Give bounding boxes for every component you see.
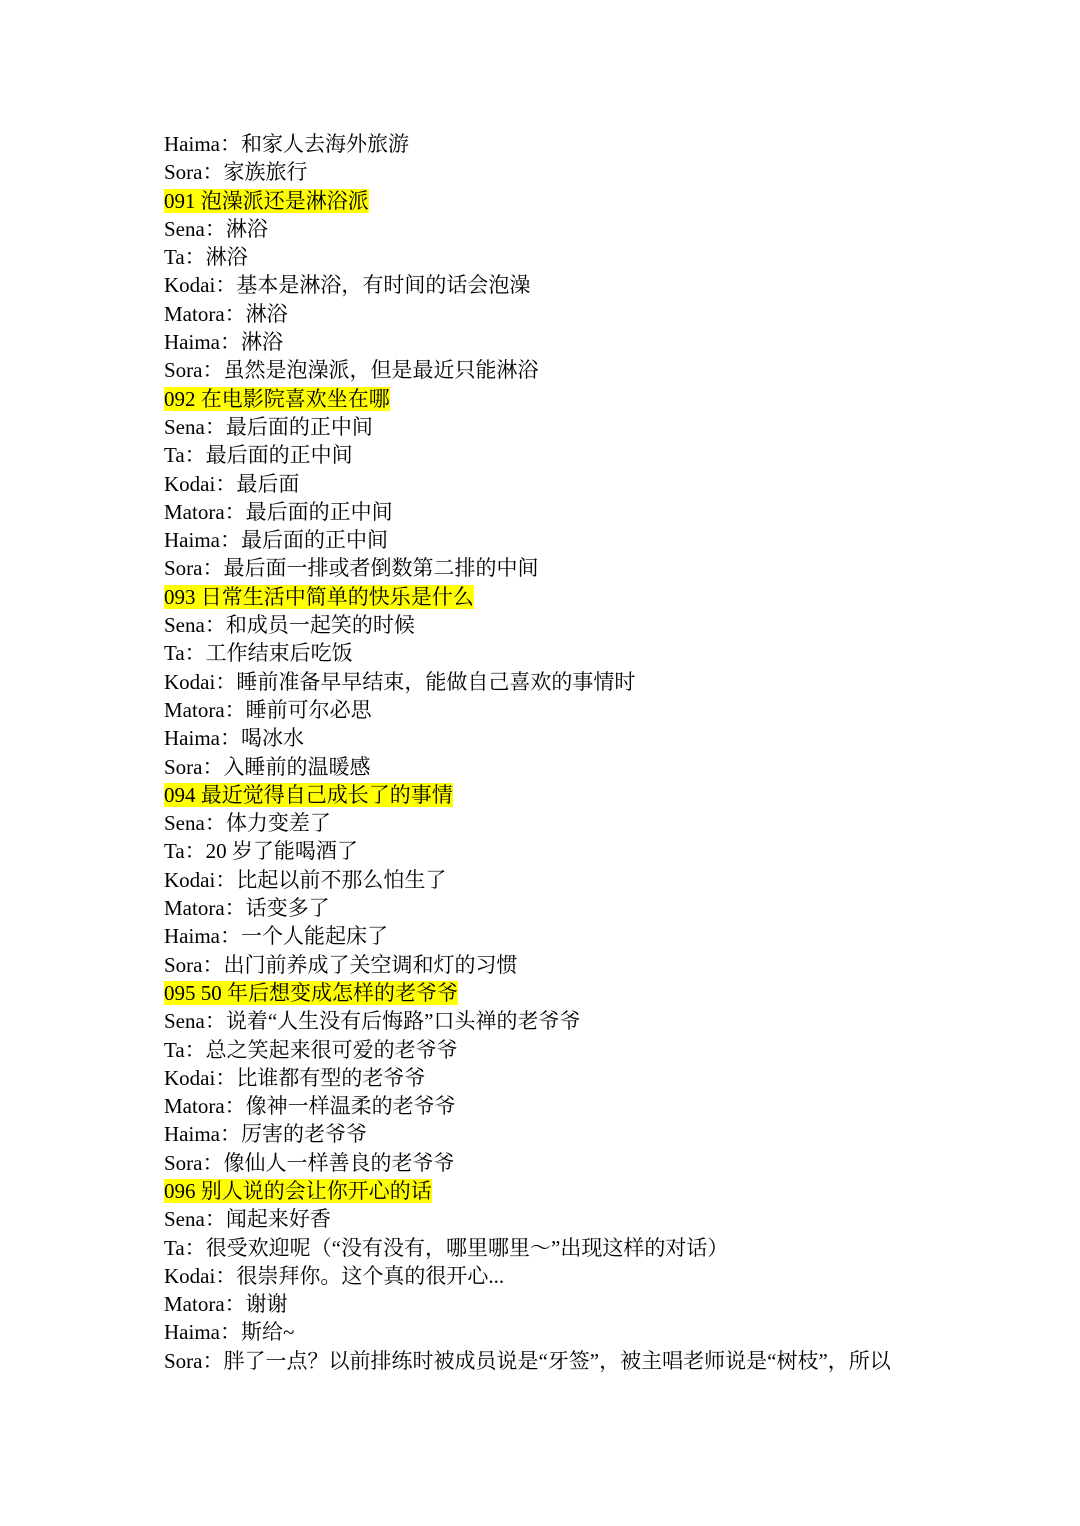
answer-line [164, 413, 1044, 441]
question-heading-text: 093 日常生活中简单的快乐是什么 [164, 584, 474, 609]
answer-line-text: Kodai：最后面 [164, 471, 300, 496]
answer-line-text: Sora：入睡前的温暖感 [164, 754, 371, 779]
answer-line [164, 1120, 1044, 1148]
question-heading [164, 583, 1044, 611]
answer-line [164, 470, 1044, 498]
answer-line-text: Matora：谢谢 [164, 1292, 288, 1317]
answer-line-text: Matora：话变多了 [164, 896, 330, 921]
question-heading [164, 781, 1044, 809]
answer-line [164, 951, 1044, 979]
answer-line [164, 611, 1044, 639]
answer-line [164, 1262, 1044, 1290]
question-heading-text: 092 在电影院喜欢坐在哪 [164, 386, 390, 411]
answer-line-text: Haima：喝冰水 [164, 726, 304, 751]
answer-line-text: Ta：20 岁了能喝酒了 [164, 839, 358, 864]
answer-line [164, 215, 1044, 243]
answer-line [164, 1318, 1044, 1346]
answer-line-text: Haima：厉害的老爷爷 [164, 1122, 367, 1147]
answer-line-text: Haima：淋浴 [164, 330, 283, 355]
answer-line [164, 1205, 1044, 1233]
question-heading [164, 1177, 1044, 1205]
answer-line [164, 922, 1044, 950]
answer-line-text: Matora：最后面的正中间 [164, 499, 393, 524]
answer-line-text: Ta：工作结束后吃饭 [164, 641, 353, 666]
answer-line [164, 130, 1044, 158]
answer-line [164, 668, 1044, 696]
answer-line-text: Sora：出门前养成了关空调和灯的习惯 [164, 952, 518, 977]
answer-line [164, 1290, 1044, 1318]
answer-line-text: Matora：像神一样温柔的老爷爷 [164, 1094, 456, 1119]
question-heading [164, 385, 1044, 413]
question-heading-text: 091 泡澡派还是淋浴派 [164, 188, 369, 213]
answer-line [164, 1092, 1044, 1120]
answer-line-text: Sena：淋浴 [164, 216, 268, 241]
answer-line-text: Kodai：比谁都有型的老爷爷 [164, 1065, 426, 1090]
answer-line [164, 243, 1044, 271]
answer-line-text: Matora：睡前可尔必思 [164, 697, 372, 722]
answer-line-text: Haima：斯给~ [164, 1320, 295, 1345]
answer-line [164, 328, 1044, 356]
answer-line [164, 1347, 1044, 1375]
question-heading [164, 979, 1044, 1007]
answer-line-text: Ta：很受欢迎呢（“没有没有，哪里哪里～”出现这样的对话） [164, 1235, 729, 1260]
answer-line-text: Sena：闻起来好香 [164, 1207, 331, 1232]
answer-line-text: Kodai：很崇拜你。这个真的很开心... [164, 1263, 505, 1288]
answer-line-text: Matora：淋浴 [164, 301, 288, 326]
answer-line [164, 526, 1044, 554]
answer-line-text: Sena：体力变差了 [164, 811, 331, 836]
answer-line-text: Sena：最后面的正中间 [164, 414, 373, 439]
answer-line-text: Haima：最后面的正中间 [164, 528, 388, 553]
answer-line [164, 866, 1044, 894]
answer-line-text: Ta：最后面的正中间 [164, 443, 353, 468]
answer-line-text: Sena：和成员一起笑的时候 [164, 613, 415, 638]
answer-line [164, 724, 1044, 752]
answer-line [164, 1036, 1044, 1064]
answer-line [164, 271, 1044, 299]
answer-line-text: Sora：像仙人一样善良的老爷爷 [164, 1150, 455, 1175]
answer-line-text: Sora：家族旅行 [164, 160, 308, 185]
answer-line [164, 837, 1044, 865]
answer-line [164, 696, 1044, 724]
answer-line-text: Kodai：睡前准备早早结束，能做自己喜欢的事情时 [164, 669, 636, 694]
answer-line [164, 894, 1044, 922]
answer-line-text: Sora：虽然是泡澡派，但是最近只能淋浴 [164, 358, 539, 383]
answer-line [164, 158, 1044, 186]
answer-line-text: Sena：说着“人生没有后悔路”口头禅的老爷爷 [164, 1009, 581, 1034]
answer-line [164, 1064, 1044, 1092]
answer-line [164, 1149, 1044, 1177]
question-heading-text: 095 50 年后想变成怎样的老爷爷 [164, 980, 458, 1005]
answer-line [164, 300, 1044, 328]
answer-line-text: Sora：最后面一排或者倒数第二排的中间 [164, 556, 539, 581]
answer-line [164, 554, 1044, 582]
answer-line [164, 1007, 1044, 1035]
answer-line-text: Ta：总之笑起来很可爱的老爷爷 [164, 1037, 458, 1062]
answer-line [164, 1234, 1044, 1262]
answer-line [164, 809, 1044, 837]
answer-line [164, 356, 1044, 384]
answer-line-text: Haima：和家人去海外旅游 [164, 132, 409, 156]
answer-line-text: Sora：胖了一点？以前排练时被成员说是“牙签”，被主唱老师说是“树枝”，所以 [164, 1348, 891, 1373]
answer-line-text: Haima：一个人能起床了 [164, 924, 388, 949]
answer-line [164, 498, 1044, 526]
answer-line [164, 441, 1044, 469]
question-heading-text: 094 最近觉得自己成长了的事情 [164, 782, 453, 807]
answer-line-text: Kodai：比起以前不那么怕生了 [164, 867, 447, 892]
question-heading-text: 096 别人说的会让你开心的话 [164, 1178, 432, 1203]
answer-line [164, 753, 1044, 781]
answer-line-text: Kodai：基本是淋浴，有时间的话会泡澡 [164, 273, 531, 298]
question-heading [164, 187, 1044, 215]
answer-line [164, 639, 1044, 667]
answer-line-text: Ta：淋浴 [164, 245, 248, 270]
document-page [164, 130, 1044, 1375]
